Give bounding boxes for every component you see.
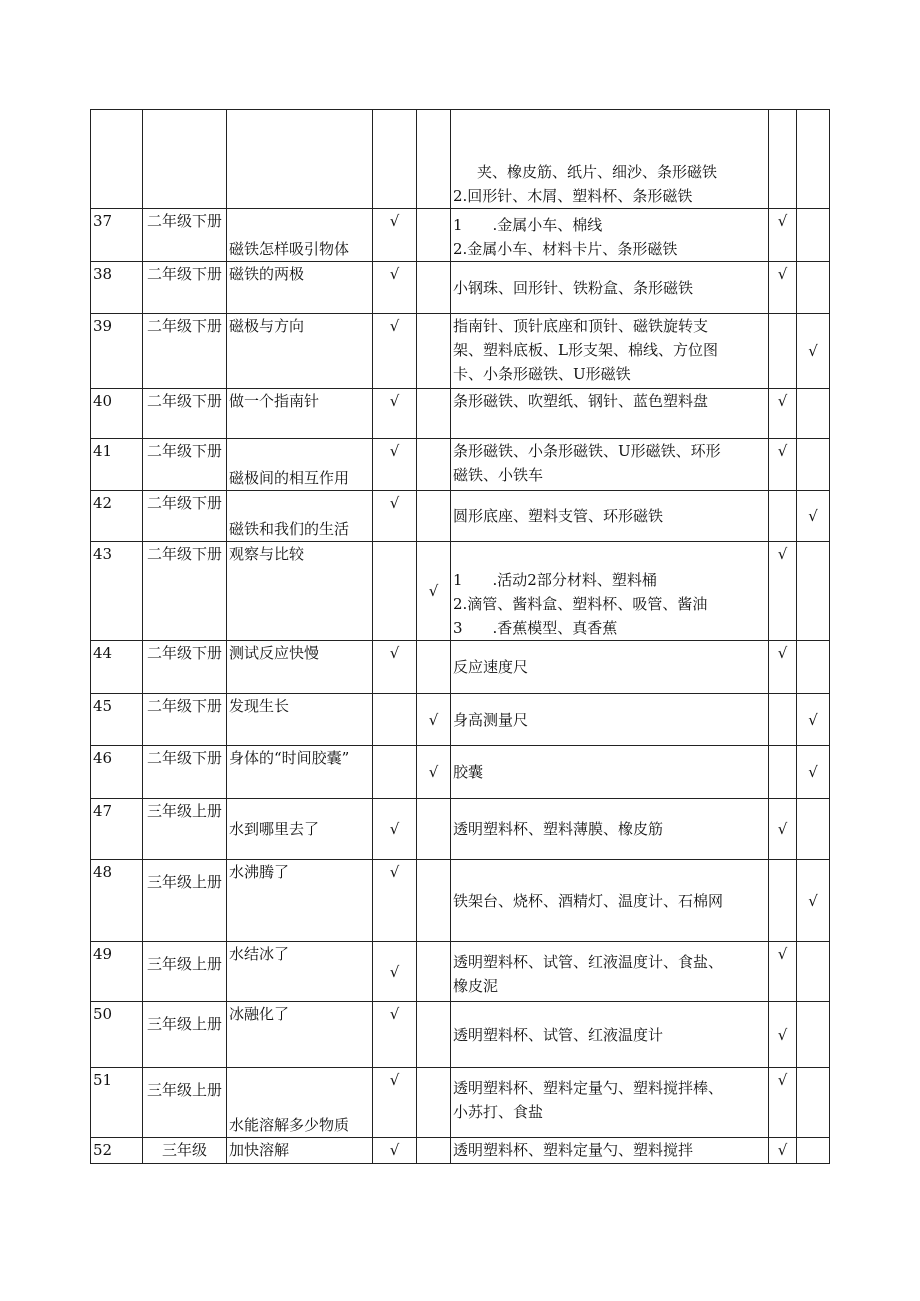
- row-number: 50: [93, 1005, 113, 1023]
- needed-check-cell: [797, 799, 830, 860]
- needed-check-cell: [797, 439, 830, 491]
- grade-cell: [143, 1138, 227, 1164]
- row-number: 48: [93, 863, 113, 881]
- table-row: [91, 1002, 830, 1068]
- material-line: 圆形底座、塑料支管、环形磁铁: [453, 507, 664, 525]
- check-mark: √: [777, 265, 788, 283]
- check-mark: √: [777, 820, 788, 838]
- grade-cell: [143, 439, 227, 491]
- check-mark: √: [428, 710, 439, 729]
- material-line: 铁架台、烧杯、酒精灯、温度计、石棉网: [453, 891, 724, 910]
- row-number: 42: [93, 494, 113, 512]
- equipment-table: [90, 109, 830, 1164]
- grade-cell: [143, 1002, 227, 1068]
- material-line: 条形磁铁、小条形磁铁、U形磁铁、环形: [453, 442, 721, 460]
- row-number: 41: [93, 442, 113, 460]
- lab-check-cell: [373, 1002, 417, 1068]
- demo-check-cell: [417, 542, 451, 641]
- lab-check-cell: [373, 694, 417, 746]
- owned-check-cell: [769, 942, 797, 1002]
- lesson-title: 做一个指南针: [229, 392, 320, 410]
- lesson-cell: [227, 1002, 373, 1068]
- material-line: 3 .香蕉模型、真香蕉: [453, 619, 618, 637]
- row-number: 44: [93, 644, 113, 662]
- owned-check-cell: [769, 641, 797, 694]
- grade-cell: [143, 746, 227, 799]
- owned-check-cell: [769, 860, 797, 942]
- material-line: 1 .活动2部分材料、塑料桶: [453, 571, 657, 589]
- table-row: [91, 542, 830, 641]
- owned-check-cell: [769, 262, 797, 314]
- demo-check-cell: [417, 110, 451, 209]
- check-mark: √: [777, 1071, 788, 1089]
- materials-cell: [451, 389, 769, 439]
- grade-text: 二年级下册: [146, 644, 222, 662]
- table-row: [91, 694, 830, 746]
- lab-check-cell: [373, 491, 417, 542]
- needed-check-cell: [797, 110, 830, 209]
- table-row: [91, 314, 830, 389]
- grade-text: 三年级上册: [146, 802, 222, 820]
- row-number: 38: [93, 265, 113, 283]
- row-number-cell: [91, 641, 143, 694]
- row-number: 47: [93, 802, 113, 820]
- lesson-title: 水到哪里去了: [229, 820, 320, 838]
- table-row: [91, 209, 830, 262]
- owned-check-cell: [769, 314, 797, 389]
- grade-cell: [143, 942, 227, 1002]
- demo-check-cell: [417, 209, 451, 262]
- needed-check-cell: [797, 491, 830, 542]
- material-line: 夹、橡皮筋、纸片、细沙、条形磁铁: [477, 163, 718, 181]
- lesson-title: 水结冰了: [229, 945, 290, 963]
- row-number-cell: [91, 694, 143, 746]
- lab-check-cell: [373, 439, 417, 491]
- grade-cell: [143, 542, 227, 641]
- owned-check-cell: [769, 1002, 797, 1068]
- materials-cell: [451, 799, 769, 860]
- lesson-cell: [227, 641, 373, 694]
- check-mark: √: [777, 545, 788, 563]
- materials-cell: [451, 209, 769, 262]
- lesson-title: 加快溶解: [229, 1141, 290, 1159]
- check-mark: √: [389, 1005, 400, 1023]
- material-line: 2.金属小车、材料卡片、条形磁铁: [453, 240, 678, 258]
- materials-cell: [451, 942, 769, 1002]
- material-line: 透明塑料杯、试管、红液温度计: [453, 1025, 664, 1044]
- row-number: 45: [93, 697, 113, 715]
- material-line: 2.滴管、酱料盒、塑料杯、吸管、酱油: [453, 595, 708, 613]
- row-number-cell: [91, 209, 143, 262]
- owned-check-cell: [769, 209, 797, 262]
- owned-check-cell: [769, 542, 797, 641]
- check-mark: √: [808, 891, 818, 910]
- table-row: [91, 491, 830, 542]
- row-number-cell: [91, 1068, 143, 1138]
- grade-text: 三年级上册: [146, 1015, 222, 1033]
- needed-check-cell: [797, 694, 830, 746]
- lesson-title: 水能溶解多少物质: [229, 1116, 350, 1134]
- check-mark: √: [389, 644, 400, 662]
- owned-check-cell: [769, 110, 797, 209]
- lab-check-cell: [373, 542, 417, 641]
- materials-cell: [451, 1138, 769, 1164]
- check-mark: √: [389, 1071, 400, 1089]
- row-number-cell: [91, 799, 143, 860]
- row-number: 40: [93, 392, 113, 410]
- lab-check-cell: [373, 1068, 417, 1138]
- owned-check-cell: [769, 439, 797, 491]
- material-line: 透明塑料杯、塑料定量勺、塑料搅拌棒、: [453, 1079, 724, 1097]
- check-mark: √: [777, 212, 788, 230]
- materials-cell: [451, 110, 769, 209]
- demo-check-cell: [417, 389, 451, 439]
- grade-cell: [143, 110, 227, 209]
- needed-check-cell: [797, 209, 830, 262]
- lesson-cell: [227, 542, 373, 641]
- check-mark: √: [389, 863, 400, 881]
- grade-text: 二年级下册: [146, 494, 222, 512]
- lesson-cell: [227, 262, 373, 314]
- row-number-cell: [91, 1138, 143, 1164]
- needed-check-cell: [797, 314, 830, 389]
- lesson-cell: [227, 110, 373, 209]
- material-line: 透明塑料杯、塑料薄膜、橡皮筋: [453, 820, 664, 838]
- grade-text: 三年级上册: [146, 873, 222, 891]
- lesson-cell: [227, 439, 373, 491]
- grade-text: 二年级下册: [146, 265, 222, 283]
- table-row: [91, 942, 830, 1002]
- row-number-cell: [91, 746, 143, 799]
- lesson-cell: [227, 942, 373, 1002]
- demo-check-cell: [417, 942, 451, 1002]
- grade-cell: [143, 491, 227, 542]
- lab-check-cell: [373, 314, 417, 389]
- materials-cell: [451, 746, 769, 799]
- check-mark: √: [777, 644, 788, 662]
- grade-text: 三年级上册: [146, 1081, 222, 1099]
- material-line: 反应速度尺: [453, 658, 529, 676]
- check-mark: √: [389, 962, 400, 981]
- needed-check-cell: [797, 389, 830, 439]
- grade-text: 二年级下册: [146, 442, 222, 460]
- lesson-title: 磁极间的相互作用: [229, 469, 350, 487]
- lesson-title: 发现生长: [229, 697, 290, 715]
- grade-text: 二年级下册: [146, 697, 222, 715]
- owned-check-cell: [769, 799, 797, 860]
- lab-check-cell: [373, 746, 417, 799]
- materials-cell: [451, 860, 769, 942]
- material-line: 架、塑料底板、L形支架、棉线、方位图: [453, 341, 718, 359]
- lesson-cell: [227, 746, 373, 799]
- needed-check-cell: [797, 1138, 830, 1164]
- row-number-cell: [91, 942, 143, 1002]
- table-row: [91, 860, 830, 942]
- lesson-title: 冰融化了: [229, 1005, 290, 1023]
- lab-check-cell: [373, 262, 417, 314]
- materials-cell: [451, 694, 769, 746]
- material-line: 透明塑料杯、试管、红液温度计、食盐、: [453, 953, 724, 971]
- materials-cell: [451, 262, 769, 314]
- material-line: 胶囊: [453, 763, 484, 781]
- grade-text: 三年级: [161, 1141, 207, 1159]
- table-row: [91, 262, 830, 314]
- demo-check-cell: [417, 439, 451, 491]
- check-mark: √: [428, 582, 439, 600]
- grade-cell: [143, 1068, 227, 1138]
- lesson-title: 磁铁和我们的生活: [229, 520, 350, 538]
- check-mark: √: [389, 317, 400, 335]
- grade-cell: [143, 262, 227, 314]
- owned-check-cell: [769, 1138, 797, 1164]
- table-row: [91, 1068, 830, 1138]
- lesson-title: 磁极与方向: [229, 317, 305, 335]
- material-line: 身高测量尺: [453, 710, 529, 729]
- row-number-cell: [91, 314, 143, 389]
- material-line: 2.回形针、木屑、塑料杯、条形磁铁: [453, 187, 693, 205]
- row-number-cell: [91, 1002, 143, 1068]
- lab-check-cell: [373, 799, 417, 860]
- lab-check-cell: [373, 389, 417, 439]
- lab-check-cell: [373, 860, 417, 942]
- table-row: [91, 641, 830, 694]
- demo-check-cell: [417, 799, 451, 860]
- demo-check-cell: [417, 694, 451, 746]
- grade-cell: [143, 641, 227, 694]
- check-mark: √: [389, 442, 400, 460]
- row-number: 46: [93, 749, 113, 767]
- row-number: 39: [93, 317, 113, 335]
- table-row: [91, 1138, 830, 1164]
- grade-cell: [143, 314, 227, 389]
- materials-cell: [451, 1068, 769, 1138]
- grade-text: 二年级下册: [146, 545, 222, 563]
- row-number-cell: [91, 491, 143, 542]
- grade-text: 二年级下册: [146, 749, 222, 767]
- check-mark: √: [389, 820, 400, 838]
- material-line: 透明塑料杯、塑料定量勺、塑料搅拌: [453, 1141, 694, 1159]
- grade-text: 二年级下册: [146, 212, 222, 230]
- materials-cell: [451, 439, 769, 491]
- row-number: 37: [93, 212, 113, 230]
- material-line: 橡皮泥: [453, 977, 499, 995]
- grade-text: 二年级下册: [146, 392, 222, 410]
- check-mark: √: [777, 392, 788, 410]
- lesson-cell: [227, 1138, 373, 1164]
- row-number-cell: [91, 860, 143, 942]
- lesson-title: 身体的“时间胶囊”: [229, 749, 350, 767]
- material-line: 卡、小条形磁铁、U形磁铁: [453, 365, 631, 383]
- table-row: [91, 110, 830, 209]
- row-number-cell: [91, 389, 143, 439]
- grade-cell: [143, 209, 227, 262]
- row-number-cell: [91, 110, 143, 209]
- row-number-cell: [91, 262, 143, 314]
- check-mark: √: [389, 265, 400, 283]
- materials-cell: [451, 491, 769, 542]
- grade-cell: [143, 860, 227, 942]
- check-mark: √: [389, 212, 400, 230]
- material-line: 小钢珠、回形针、铁粉盒、条形磁铁: [453, 278, 694, 297]
- check-mark: √: [428, 763, 439, 781]
- demo-check-cell: [417, 491, 451, 542]
- check-mark: √: [777, 945, 788, 963]
- demo-check-cell: [417, 641, 451, 694]
- needed-check-cell: [797, 542, 830, 641]
- material-line: 指南针、顶针底座和顶针、磁铁旋转支: [453, 317, 709, 335]
- materials-cell: [451, 641, 769, 694]
- lesson-cell: [227, 1068, 373, 1138]
- lesson-cell: [227, 799, 373, 860]
- owned-check-cell: [769, 389, 797, 439]
- table-body: [91, 110, 830, 1164]
- needed-check-cell: [797, 942, 830, 1002]
- demo-check-cell: [417, 314, 451, 389]
- check-mark: √: [808, 710, 818, 729]
- row-number: 51: [93, 1071, 113, 1089]
- materials-cell: [451, 542, 769, 641]
- grade-cell: [143, 694, 227, 746]
- lab-check-cell: [373, 209, 417, 262]
- check-mark: √: [777, 442, 788, 460]
- grade-text: 二年级下册: [146, 317, 222, 335]
- check-mark: √: [808, 342, 818, 360]
- demo-check-cell: [417, 262, 451, 314]
- table-row: [91, 439, 830, 491]
- check-mark: √: [808, 507, 818, 525]
- lesson-cell: [227, 209, 373, 262]
- materials-cell: [451, 1002, 769, 1068]
- grade-cell: [143, 389, 227, 439]
- material-line: 1 .金属小车、棉线: [453, 216, 603, 234]
- row-number-cell: [91, 542, 143, 641]
- lab-check-cell: [373, 1138, 417, 1164]
- check-mark: √: [777, 1025, 788, 1044]
- needed-check-cell: [797, 860, 830, 942]
- demo-check-cell: [417, 1068, 451, 1138]
- demo-check-cell: [417, 1138, 451, 1164]
- check-mark: √: [389, 1141, 400, 1159]
- check-mark: √: [808, 763, 818, 781]
- material-line: 小苏打、食盐: [453, 1103, 544, 1121]
- demo-check-cell: [417, 1002, 451, 1068]
- lesson-cell: [227, 860, 373, 942]
- table-row: [91, 746, 830, 799]
- material-line: 条形磁铁、吹塑纸、钢针、蓝色塑料盘: [453, 392, 709, 410]
- lesson-title: 测试反应快慢: [229, 644, 320, 662]
- owned-check-cell: [769, 694, 797, 746]
- lesson-title: 磁铁怎样吸引物体: [229, 240, 350, 258]
- row-number: 52: [93, 1141, 113, 1159]
- demo-check-cell: [417, 746, 451, 799]
- lab-check-cell: [373, 641, 417, 694]
- grade-cell: [143, 799, 227, 860]
- demo-check-cell: [417, 860, 451, 942]
- lesson-cell: [227, 694, 373, 746]
- lesson-cell: [227, 389, 373, 439]
- needed-check-cell: [797, 641, 830, 694]
- needed-check-cell: [797, 746, 830, 799]
- row-number-cell: [91, 439, 143, 491]
- owned-check-cell: [769, 746, 797, 799]
- check-mark: √: [777, 1141, 788, 1159]
- owned-check-cell: [769, 491, 797, 542]
- needed-check-cell: [797, 262, 830, 314]
- lesson-title: 磁铁的两极: [229, 265, 305, 283]
- lesson-title: 水沸腾了: [229, 863, 290, 881]
- grade-text: 三年级上册: [146, 955, 222, 973]
- lesson-cell: [227, 314, 373, 389]
- lesson-title: 观察与比较: [229, 545, 305, 563]
- table-row: [91, 389, 830, 439]
- needed-check-cell: [797, 1068, 830, 1138]
- material-line: 磁铁、小铁车: [453, 466, 544, 484]
- lab-check-cell: [373, 942, 417, 1002]
- row-number: 43: [93, 545, 113, 563]
- lesson-cell: [227, 491, 373, 542]
- owned-check-cell: [769, 1068, 797, 1138]
- table-row: [91, 799, 830, 860]
- check-mark: √: [389, 392, 400, 410]
- row-number: 49: [93, 945, 113, 963]
- needed-check-cell: [797, 1002, 830, 1068]
- materials-cell: [451, 314, 769, 389]
- lab-check-cell: [373, 110, 417, 209]
- check-mark: √: [389, 494, 400, 512]
